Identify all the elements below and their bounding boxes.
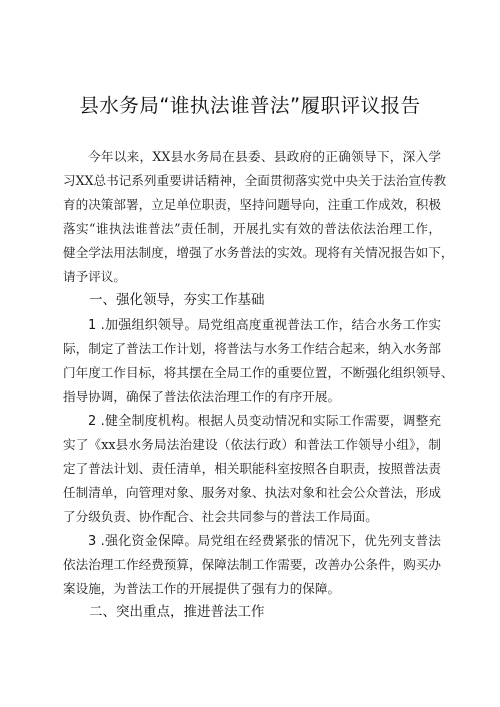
document-title: 县水务局“谁执法谁普法”履职评议报告 [79, 94, 421, 117]
intro-line: 今年以来，XX县水务局在县委、县政府的正确领导下，深入学 [88, 149, 441, 164]
item-1-lead: 1 .加强组织领导。 [88, 318, 198, 333]
item-2-text: 根据人员变动情况和实际工作需要，调整充 [197, 413, 441, 428]
item-1-first-line [88, 317, 441, 334]
intro-line: 请予评议。 [63, 269, 126, 284]
intro-line: 习XX总书记系列重要讲话精神，全面贯彻落实党中央关于法治宣传教 [63, 173, 447, 188]
item-1-line: 指导协调，确保了普法依法治理工作的有序开展。 [63, 389, 341, 404]
item-2-first-line [88, 413, 441, 430]
item-2-line: 实了《xx县水务局法治建设（依法行政）和普法工作领导小组》，制 [63, 437, 441, 452]
item-3-line: 案设施，为普法工作的开展提供了强有力的保障。 [63, 581, 341, 596]
item-3-first-line [88, 533, 441, 550]
intro-line: 育的决策部署，立足单位职责，坚持问题导向，注重工作成效，积极 [63, 197, 441, 212]
item-2-line: 定了普法计划、责任清单，相关职能科室按照各自职责，按照普法责 [63, 461, 441, 476]
intro-line: 健全学法用法制度，增强了水务普法的实效。现将有关情况报告如下， [63, 245, 454, 260]
item-1-text: 局党组高度重视普法工作，结合水务工作实 [197, 317, 441, 332]
item-3-text: 局党组在经费紧张的情况下，优先列支普法 [197, 533, 441, 548]
item-2-lead: 2 .健全制度机构。 [88, 414, 198, 429]
item-3-line: 依法治理工作经费预算，保障法制工作需要，改善办公条件，购买办 [63, 557, 441, 572]
item-2-line: 任制清单，向管理对象、服务对象、执法对象和社会公众普法，形成 [63, 485, 441, 500]
item-1-line: 门年度工作目标，将其摆在全局工作的重要位置，不断强化组织领导、 [63, 365, 454, 380]
section-heading: 一、强化领导，夯实工作基础 [89, 292, 265, 308]
item-3-lead: 3 .强化资金保障。 [88, 534, 198, 549]
item-1-line: 际，制定了普法工作计划，将普法与水务工作结合起来，纳入水务部 [63, 341, 441, 356]
intro-line: 落实“谁执法谁普法”责任制，开展扎实有效的普法依法治理工作， [63, 221, 441, 236]
section-heading: 二、突出重点，推进普法工作 [89, 604, 265, 620]
item-2-line: 了分级负责、协作配合、社会共同参与的普法工作局面。 [63, 509, 378, 524]
